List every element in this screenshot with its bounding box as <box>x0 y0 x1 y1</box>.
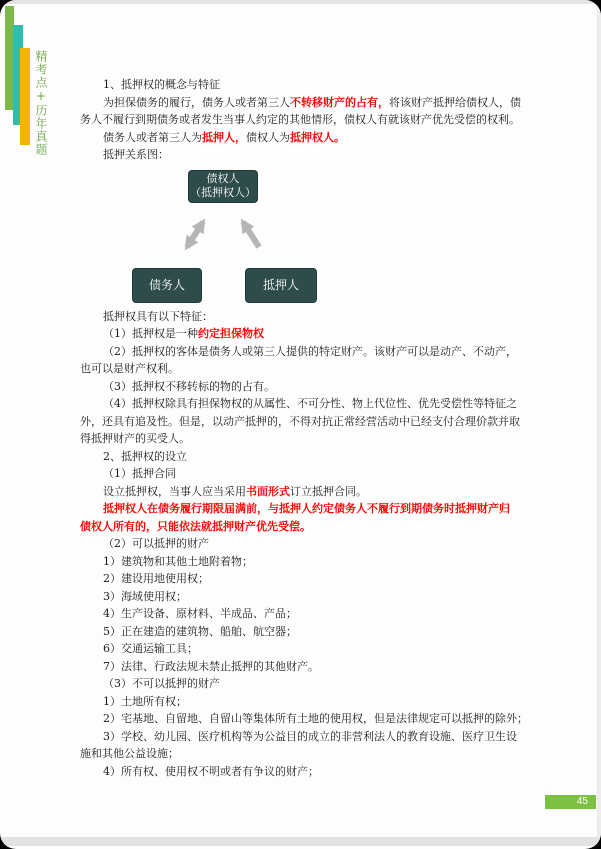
text-segment: 7）法律、行政法规未禁止抵押的其他财产。 <box>103 659 319 673</box>
text-segment: 6）交通运输工具； <box>103 642 198 655</box>
text-segment: （1）抵押权是一种 <box>103 327 198 340</box>
creditor-label-line1: 债权人 <box>206 172 240 185</box>
text-block-intro <box>80 76 540 164</box>
text-segment: 为担保债务的履行，债务人或者第三人 <box>103 95 290 109</box>
text-segment: 4）生产设备、原材料、半成品、产品； <box>103 607 297 620</box>
text-segment: （3）抵押权不移转标的物的占有。 <box>103 379 275 393</box>
text-segment: 务人不履行到期债务或者发生当事人约定的其他情形，债权人有就该财产优先受偿的权利。 <box>80 113 520 126</box>
highlighted-text: 不转移财产的占有， <box>290 95 389 109</box>
text-segment: （1）抵押合同 <box>103 467 176 480</box>
page-bottom-edge <box>0 837 601 846</box>
text-line <box>80 658 540 676</box>
text-line <box>80 518 540 536</box>
text-line <box>80 588 540 606</box>
text-line <box>80 465 540 483</box>
highlighted-text: 抵押权人在债务履行期限届满前，与抵押人约定债务人不履行到期债务时抵押财产归 <box>103 502 510 515</box>
text-line <box>80 325 540 343</box>
text-line <box>80 640 540 658</box>
text-line <box>80 448 540 466</box>
text-segment: 3）学校、幼儿园、医疗机构等为公益目的成立的非营利法人的教育设施、医疗卫生设 <box>103 729 517 743</box>
text-segment: 抵押权具有以下特征： <box>103 309 213 323</box>
text-segment: 得抵押财产的买受人。 <box>80 432 190 445</box>
text-line <box>80 430 540 448</box>
text-line <box>80 553 540 571</box>
text-line <box>80 500 540 518</box>
text-line <box>80 693 540 711</box>
highlighted-text: 书面形式 <box>246 484 290 498</box>
text-segment: 1）土地所有权； <box>103 694 187 708</box>
text-segment: 设立抵押权，当事人应当采用 <box>103 484 246 498</box>
page-number-badge: 45 <box>545 795 596 809</box>
text-line <box>80 675 540 693</box>
text-line <box>80 763 540 781</box>
up-arrow-icon <box>243 222 259 247</box>
text-segment: （4）抵押权除具有担保物权的从属性、不可分性、物上代位性、优先受偿性等特征之 <box>103 397 517 410</box>
text-line <box>80 623 540 641</box>
text-line <box>80 360 540 378</box>
text-line <box>80 605 540 623</box>
text-line <box>80 76 540 94</box>
text-segment: （2）可以抵押的财产 <box>103 537 209 550</box>
text-line <box>80 308 540 326</box>
text-segment: （3）不可以抵押的财产 <box>103 677 220 690</box>
text-segment: 4）所有权、使用权不明或者有争议的财产； <box>103 764 319 778</box>
text-line <box>80 94 540 112</box>
mortgage-relationship-diagram <box>80 168 528 308</box>
text-segment: 外，还具有追及性。但是，以动产抵押的，不得对抗正常经营活动中已经支付合理价款并取 <box>80 414 520 428</box>
text-line <box>80 146 540 164</box>
text-segment: （2）抵押权的客体是债务人或第三人提供的特定财产。该财产可以是动产、不动产， <box>103 344 517 358</box>
text-segment: 3）海域使用权； <box>103 589 187 603</box>
diagram-box-debtor: 债务人 <box>132 268 202 303</box>
text-segment: 抵押关系图： <box>103 148 169 161</box>
text-line <box>80 535 540 553</box>
text-line <box>80 413 540 431</box>
text-segment: 2）建设用地使用权； <box>103 572 209 585</box>
highlighted-text: 抵押权人。 <box>290 130 345 144</box>
text-line <box>80 343 540 361</box>
text-line <box>80 483 540 501</box>
text-line <box>80 728 540 746</box>
double-arrow-icon <box>187 222 203 247</box>
text-segment: 也可以是财产权利。 <box>80 362 179 375</box>
text-line <box>80 111 540 129</box>
text-segment: 债权人为 <box>246 130 290 144</box>
diagram-box-creditor <box>188 170 258 203</box>
content-area <box>80 76 540 780</box>
page-top-edge <box>0 0 601 4</box>
text-line <box>80 710 540 728</box>
text-segment: 1）建筑物和其他土地附着物； <box>103 554 253 568</box>
text-block-body <box>80 308 540 781</box>
sidebar-vertical-label: 精考点+历年真题 <box>34 50 48 156</box>
highlighted-text: 抵押人， <box>202 130 246 144</box>
text-line <box>80 378 540 396</box>
text-segment: 订立抵押合同。 <box>290 484 367 498</box>
text-segment: 2）宅基地、自留地、自留山等集体所有土地的使用权，但是法律规定可以抵押的除外； <box>103 712 528 725</box>
text-segment: 2、抵押权的设立 <box>103 449 187 463</box>
highlighted-text: 债权人所有的，只能依法就抵押财产优先受偿。 <box>80 519 311 533</box>
text-segment: 1、抵押权的概念与特征 <box>103 78 220 91</box>
sidebar-yellow-bar <box>20 48 30 145</box>
text-line <box>80 570 540 588</box>
text-line <box>80 745 540 763</box>
diagram-box-mortgagor: 抵押人 <box>245 268 317 303</box>
highlighted-text: 约定担保物权 <box>198 327 264 340</box>
text-segment: 施和其他公益设施； <box>80 747 179 760</box>
text-segment: 债务人或者第三人为 <box>103 130 202 144</box>
page-right-edge <box>597 4 601 837</box>
text-line <box>80 395 540 413</box>
text-line <box>80 129 540 147</box>
text-segment: 将该财产抵押给债权人，债 <box>389 95 521 109</box>
text-segment: 5）正在建造的建筑物、船舶、航空器； <box>103 624 297 638</box>
creditor-label-line2: （抵押权人） <box>190 186 256 199</box>
